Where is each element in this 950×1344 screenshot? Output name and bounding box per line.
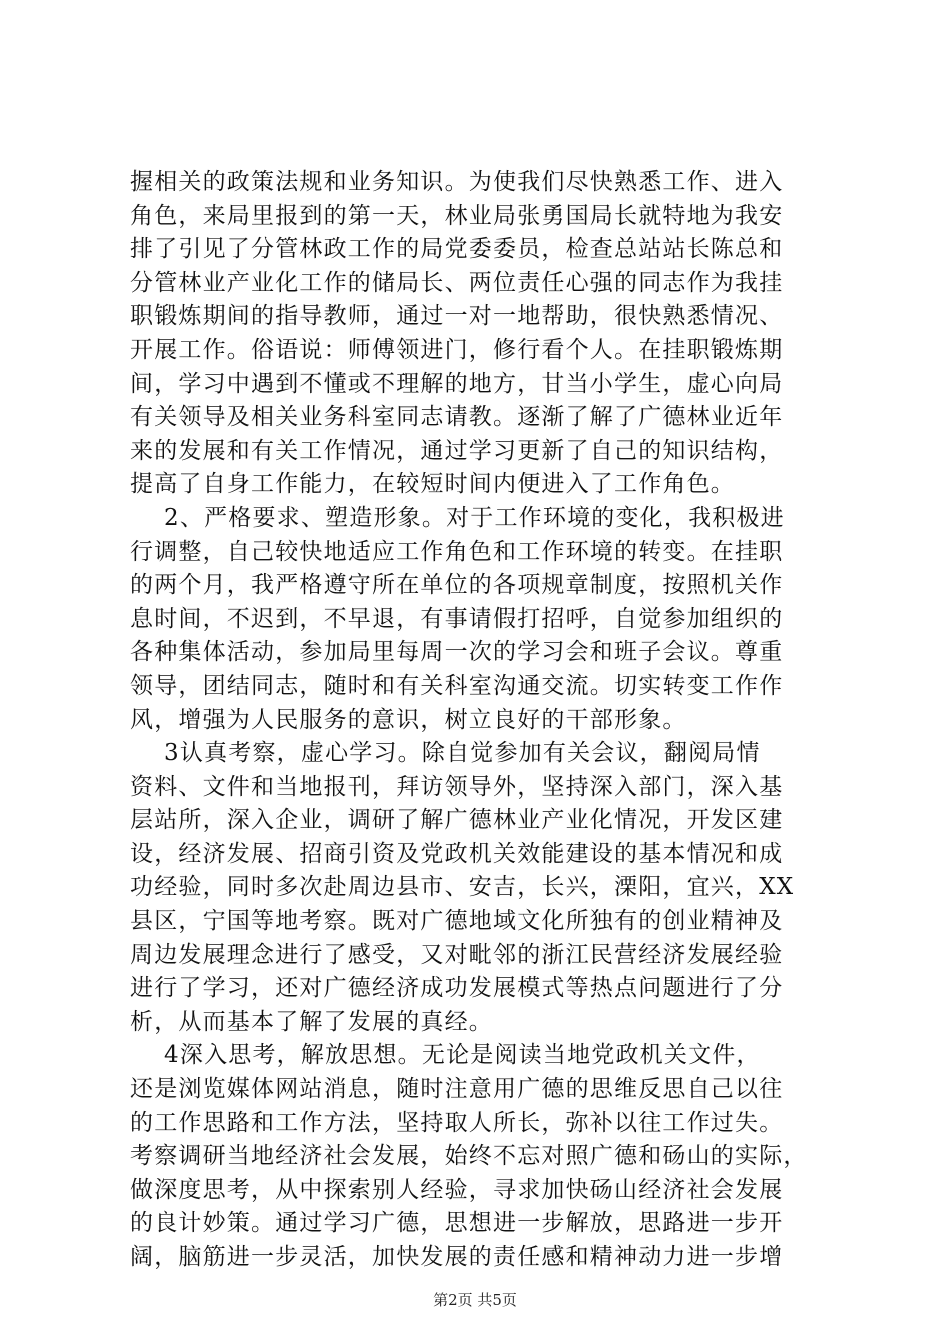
text-line: 县区，宁国等地考察。既对广德地域文化所独有的创业精神及 (130, 908, 784, 935)
text-line: 做深度思考，从中探索别人经验，寻求加快砀山经济社会发展 (130, 1176, 784, 1203)
page-footer: 第2页 共5页 (433, 1291, 517, 1309)
text-line: 角色，来局里报到的第一天，林业局张勇国局长就特地为我安 (130, 202, 784, 229)
text-line: 行调整，自己较快地适应工作角色和工作环境的转变。在挂职 (130, 538, 784, 565)
text-line: 职锻炼期间的指导教师，通过一对一地帮助，很快熟悉情况、 (130, 303, 784, 330)
text-line: 析，从而基本了解了发展的真经。 (130, 1008, 493, 1035)
text-line: 周边发展理念进行了感受，又对毗邻的浙江民营经济发展经验 (130, 941, 784, 968)
body-text (130, 166, 850, 1275)
text-line: 领导，团结同志，随时和有关科室沟通交流。切实转变工作作 (130, 672, 784, 699)
text-line: 息时间，不迟到，不早退，有事请假打招呼，自觉参加组织的 (130, 605, 784, 632)
text-line: 还是浏览媒体网站消息，随时注意用广德的思维反思自己以往 (130, 1076, 784, 1103)
text-line: 提高了自身工作能力，在较短时间内便进入了工作角色。 (130, 471, 735, 498)
text-line: 2、严格要求、塑造形象。对于工作环境的变化，我积极进 (130, 504, 785, 531)
text-line: 来的发展和有关工作情况，通过学习更新了自己的知识结构， (130, 437, 784, 464)
text-line: 分管林业产业化工作的储局长、两位责任心强的同志作为我挂 (130, 269, 784, 296)
text-line: 设，经济发展、招商引资及党政机关效能建设的基本情况和成 (130, 840, 784, 867)
text-line: 间，学习中遇到不懂或不理解的地方，甘当小学生，虚心向局 (130, 370, 784, 397)
text-line: 的工作思路和工作方法，坚持取人所长，弥补以往工作过失。 (130, 1109, 784, 1136)
text-line: 开展工作。俗语说：师傅领进门，修行看个人。在挂职锻炼期 (130, 336, 784, 363)
text-line: 排了引见了分管林政工作的局党委委员，检查总站站长陈总和 (130, 236, 784, 263)
text-line: 层站所，深入企业，调研了解广德林业产业化情况，开发区建 (130, 807, 784, 834)
text-line: 4深入思考，解放思想。无论是阅读当地党政机关文件， (130, 1042, 761, 1069)
text-line: 功经验，同时多次赴周边县市、安吉，长兴，溧阳，宜兴，XX (130, 874, 795, 901)
text-line: 资料、文件和当地报刊，拜访领导外，坚持深入部门，深入基 (130, 773, 784, 800)
text-line: 考察调研当地经济社会发展，始终不忘对照广德和砀山的实际， (130, 1143, 808, 1170)
text-line: 3认真考察，虚心学习。除自觉参加有关会议，翻阅局情 (130, 740, 761, 767)
text-line: 的两个月，我严格遵守所在单位的各项规章制度，按照机关作 (130, 572, 784, 599)
text-line: 的良计妙策。通过学习广德，思想进一步解放，思路进一步开 (130, 1210, 784, 1237)
text-line: 各种集体活动，参加局里每周一次的学习会和班子会议。尊重 (130, 639, 784, 666)
text-line: 阔，脑筋进一步灵活，加快发展的责任感和精神动力进一步增 (130, 1244, 784, 1270)
text-line: 有关领导及相关业务科室同志请教。逐渐了解了广德林业近年 (130, 404, 784, 431)
text-line: 握相关的政策法规和业务知识。为使我们尽快熟悉工作、进入 (130, 169, 784, 195)
text-line: 风，增强为人民服务的意识，树立良好的干部形象。 (130, 706, 687, 733)
text-line: 进行了学习，还对广德经济成功发展模式等热点问题进行了分 (130, 975, 784, 1002)
